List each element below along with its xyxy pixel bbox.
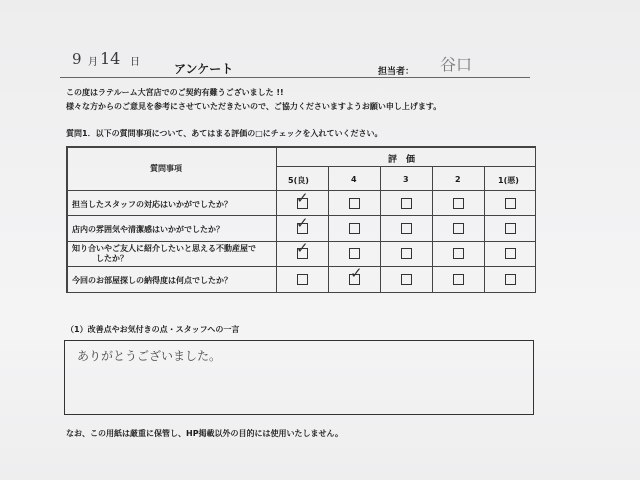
rating-label-5: 5(良) [288, 176, 309, 185]
intro-line-2: 様々な方からのご意見を参考にさせていただきたいので、ご協力くださいますようお願い申し上げます。 [66, 102, 442, 111]
checkbox-r2-3[interactable] [401, 223, 412, 234]
header-underline [60, 77, 530, 78]
rating-label-2: 2 [455, 175, 461, 184]
question-row-1: 担当したスタッフの対応はいかがでしたか？ [72, 200, 232, 209]
rating-label-4: 4 [351, 175, 357, 184]
checkbox-r1-4[interactable] [349, 198, 360, 209]
check-mark-icon: ✓ [350, 264, 363, 282]
checkbox-r4-2[interactable] [453, 274, 464, 285]
checkbox-r2-4[interactable] [349, 223, 360, 234]
date-month: 9 [72, 50, 82, 68]
question1-instruction: 質問1．以下の質問事項について、あてはまる評価の□にチェックを入れていください。 [66, 129, 383, 138]
question-row-2: 店内の雰囲気や清潔感はいかがでしたか？ [72, 225, 224, 234]
checkbox-r3-2[interactable] [453, 248, 464, 259]
checkbox-r4-5[interactable] [297, 274, 308, 285]
check-mark-icon: ✓ [296, 214, 309, 232]
checkbox-r3-4[interactable] [349, 248, 360, 259]
column-header-items: 質問事項 [150, 164, 182, 173]
check-mark-icon: ✓ [296, 239, 309, 257]
comment-text: ありがとうございました。 [77, 349, 222, 363]
question-row-3-line2: したか？ [96, 254, 128, 263]
rating-label-3: 3 [403, 175, 409, 184]
staff-label: 担当者： [378, 67, 415, 77]
survey-title: アンケート [174, 62, 234, 76]
check-mark-icon: ✓ [296, 189, 309, 207]
checkbox-r1-1[interactable] [505, 198, 516, 209]
date-day-unit: 日 [130, 57, 140, 68]
date-day: 14 [100, 49, 121, 68]
checkbox-r4-1[interactable] [505, 274, 516, 285]
staff-name: 谷口 [440, 55, 473, 74]
rating-table [66, 146, 536, 293]
comment-label: （1）改善点やお気付きの点・スタッフへの一言 [66, 325, 240, 334]
checkbox-r2-2[interactable] [453, 223, 464, 234]
checkbox-r3-3[interactable] [401, 248, 412, 259]
checkbox-r3-1[interactable] [505, 248, 516, 259]
checkbox-r1-3[interactable] [401, 198, 412, 209]
rating-label-1: 1(悪) [498, 176, 519, 185]
question-row-3-line1: 知り合いやご友人に紹介したいと思える不動産屋で [72, 244, 256, 253]
checkbox-r2-1[interactable] [505, 223, 516, 234]
checkbox-r4-3[interactable] [401, 274, 412, 285]
intro-line-1: この度はラテルーム大宮店でのご契約有難うございました !! [66, 88, 284, 97]
question-row-4: 今回のお部屋探しの納得度は何点でしたか？ [72, 276, 232, 285]
footer-note: なお、この用紙は厳重に保管し、HP掲載以外の目的には使用いたしません。 [66, 429, 344, 438]
checkbox-r1-2[interactable] [453, 198, 464, 209]
date-month-unit: 月 [88, 57, 98, 68]
column-header-rating: 評 価 [388, 155, 416, 165]
comment-box[interactable] [64, 340, 534, 415]
